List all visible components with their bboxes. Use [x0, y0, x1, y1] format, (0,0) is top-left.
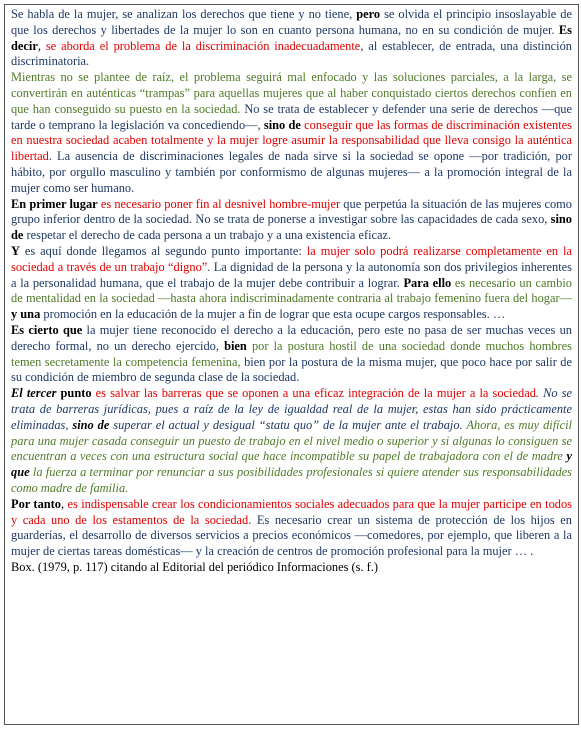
paragraph: [11, 70, 572, 196]
text-segment: Es decir: [11, 22, 572, 53]
text-segment: la mujer tiene reconocido el derecho a la educación, pero este no pasa de ser muchas veces un derecho formal, no un derecho ejercido,: [11, 322, 573, 353]
paragraph: [11, 244, 572, 323]
text-segment: Ahora, es muy difícil para una mujer casada conseguir un puesto de trabajo en el nivel medio o superior y si algunas lo consiguen se encuentran a veces con una estructura social que hace incompatible su papel de trabajadora con el de madre: [11, 417, 572, 464]
text-segment: Y: [11, 243, 20, 258]
text-segment: que perpetúa la situación de las mujeres como grupo inferior dentro de la sociedad. No se trata de ponerse a investigar sobre las capacidades de cada sexo,: [11, 196, 572, 227]
text-segment: respetar el derecho de cada persona a un trabajo y a una existencia eficaz.: [23, 228, 392, 243]
text-segment: la mujer solo podrá realizarse completamente en la sociedad a través de un trabajo “digno”: [11, 243, 572, 274]
text-segment: se olvida el principio insoslayable de que los derechos y libertades de la mujer lo son en cuanto persona humana, no en su condición de mujer.: [11, 7, 572, 37]
text-segment: promoción en la educación de la mujer a fin de lograr que esta ocupe cargos responsables. …: [40, 307, 506, 322]
text-segment: ,: [60, 496, 68, 511]
text-segment: Mientras no se plantee de raíz, el problema seguirá mal enfocado y las soluciones parciales, a la larga, se convertirán en auténticas “trampas” para aquellas mujeres que al haber conquistado ciertos derechos confíen en que han conseguido su puesto en la sociedad.: [11, 70, 572, 116]
text-segment: . La dignidad de la persona y la autonomía son dos privilegios inherentes a la personalidad humana, que el trabajo de la mujer debe contribuir a lograr.: [11, 259, 572, 290]
paragraph: [11, 323, 572, 386]
paragraph: [11, 386, 572, 497]
text-segment: . No se trata de barreras jurídicas, pues a raíz de la ley de igualdad real de la mujer, estas han sido prácticamente eliminadas,: [11, 386, 573, 432]
text-segment: y la creación de centros de promoción profesional para la mujer … .: [195, 544, 534, 559]
text-segment: bien: [224, 338, 247, 353]
text-segment: , al establecer, de entrada, una distinción discriminatoria.: [11, 38, 572, 69]
text-segment: bien por la postura de la misma mujer, que poco hace por salir de su condición de miembro de segunda clase de la sociedad.: [11, 354, 573, 385]
text-segment: Por tanto: [11, 496, 61, 511]
text-segment: punto: [56, 386, 92, 401]
text-segment: y que: [11, 449, 572, 480]
text-segment: sino de: [72, 417, 110, 432]
text-segment: es indispensable crear los condicionamientos sociales adecuados para que la mujer participe en todos y cada uno de los estamentos de la sociedad: [11, 496, 572, 527]
text-segment: la fuerza a terminar por renunciar a sus posibilidades profesionales si quiere atender sus responsabilidades como madre de familia.: [11, 465, 572, 495]
text-segment: es aquí donde llegamos al segundo punto importante:: [19, 243, 307, 258]
text-segment: . La ausencia de discriminaciones legales de nada sirve si la sociedad se opone —por tradición, por hábito, por orgullo masculino y también por conformismo de algunas mujeres— a la promoción integral de la mujer como ser humano.: [11, 149, 572, 195]
text-segment: sino de: [11, 212, 572, 243]
text-body: [11, 7, 572, 560]
text-segment: es necesario un cambio de mentalidad en la sociedad —hasta ahora indiscriminadamente contraria al trabajo femenino fuera del hogar—: [11, 275, 572, 306]
citation: Box. (1979, p. 117) citando al Editorial del periódico Informaciones (s. f.): [11, 559, 379, 574]
paragraph: [11, 7, 572, 70]
text-segment: sino de: [263, 117, 301, 132]
text-segment: por la postura hostil de una sociedad donde muchos hombres temen secretamente la competencia femenina,: [11, 338, 572, 369]
text-segment: ,: [37, 38, 46, 53]
text-segment: pero: [356, 7, 381, 21]
quoted-text-box: [4, 4, 579, 725]
text-segment: . Es necesario crear un sistema de protección de los hijos en guarderías, el desarrollo de diversos servicios a precios económicos —comedores, por ejemplo, que liberen a la mujer de ciertas tareas domésticas—: [11, 512, 572, 559]
text-segment: No se trata de establecer y defender una serie de derechos —que tarde o temprano la legislación va concediendo—,: [11, 101, 572, 132]
text-segment: es salvar las barreras que se oponen a una eficaz integración de la mujer a la sociedad: [91, 386, 536, 401]
text-segment: y una: [11, 307, 41, 322]
text-segment: se aborda el problema de la discriminación inadecuadamente: [45, 38, 361, 53]
text-segment: superar el actual y desigual “statu quo” de la mujer ante el trabajo.: [109, 417, 467, 432]
text-segment: es necesario poner fin al desnivel hombre-mujer: [97, 196, 341, 211]
text-segment: Se habla de la mujer, se analizan los derechos que tiene y no tiene,: [11, 7, 357, 21]
text-segment: Es cierto que: [11, 322, 83, 337]
paragraph: [11, 497, 572, 560]
text-segment: En primer lugar: [11, 196, 98, 211]
text-segment: El tercer: [11, 386, 57, 401]
paragraph: [11, 197, 572, 244]
text-segment: Para ello: [403, 275, 452, 290]
text-segment: conseguir que las formas de discriminación existentes en nuestra sociedad acaben totalmente y la mujer logre asumir la responsabilidad que lleva consigo la auténtica libertad: [11, 117, 573, 164]
